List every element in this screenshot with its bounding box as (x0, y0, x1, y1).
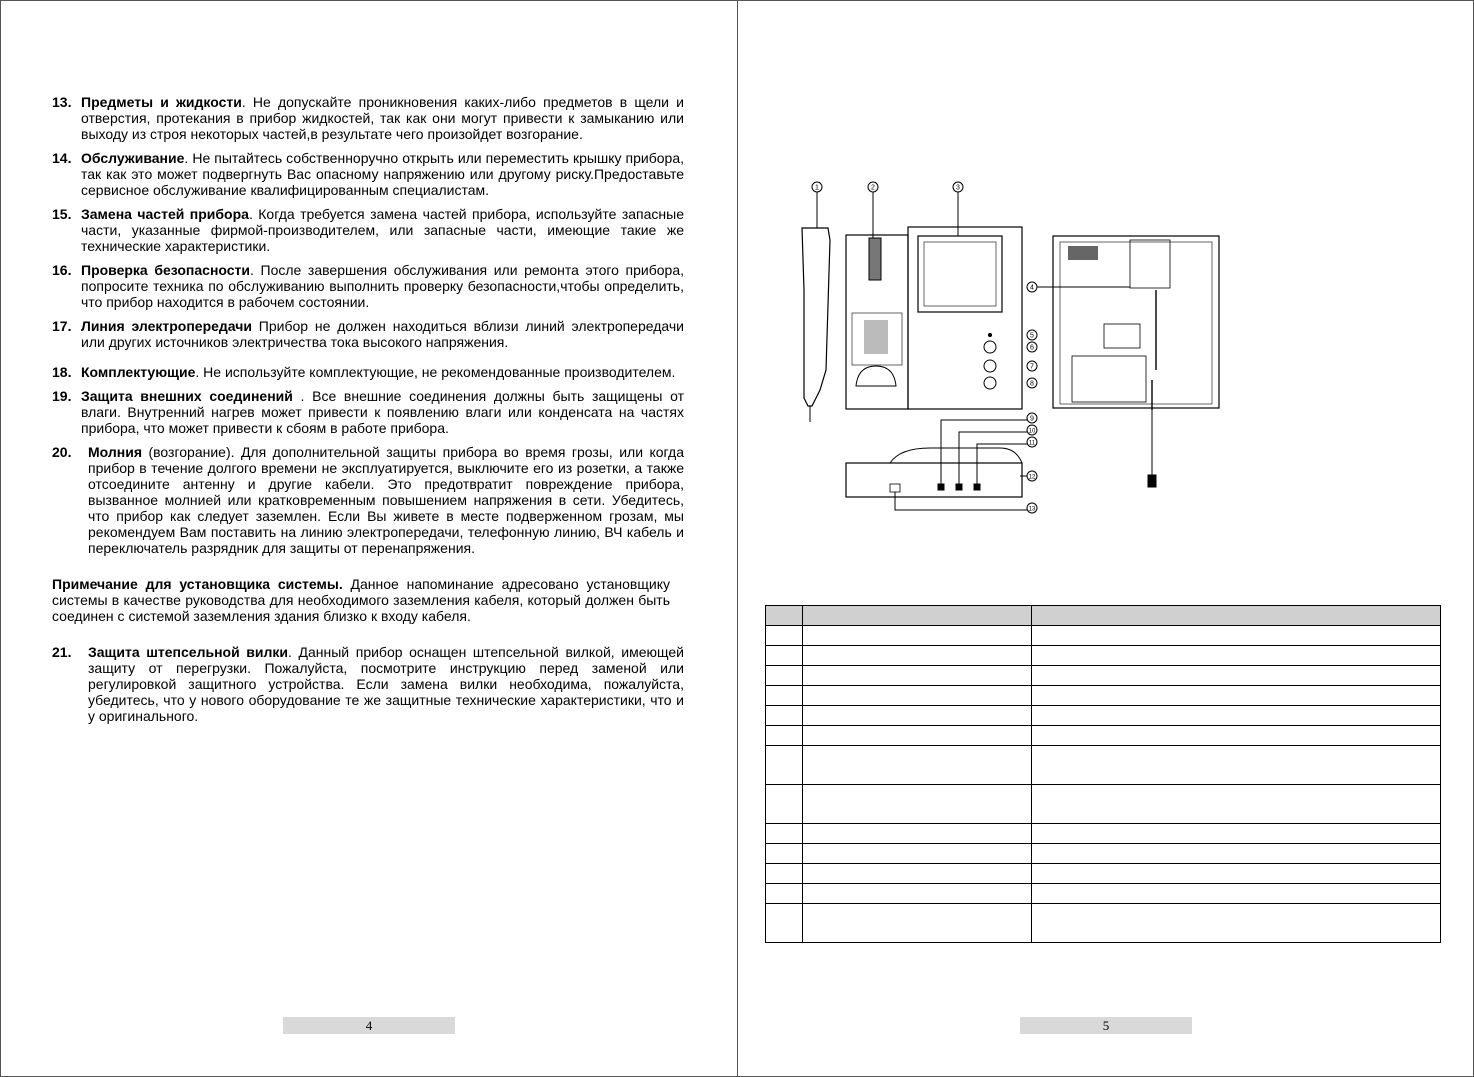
callout-11-label: 11 (1028, 440, 1036, 447)
table-row (766, 904, 1441, 943)
callout-8-label: 8 (1030, 380, 1034, 388)
callout-2-label: 2 (871, 184, 875, 192)
page-number-right: 5 (1020, 1017, 1192, 1034)
table-row (766, 666, 1441, 686)
table-row (766, 746, 1441, 785)
table-row (766, 844, 1441, 864)
callout-11 (1027, 437, 1037, 447)
callout-3-label: 3 (956, 184, 960, 192)
page-number-left: 4 (283, 1017, 455, 1034)
callout-13-label: 13 (1028, 506, 1036, 513)
callout-7 (1027, 361, 1037, 371)
callout-5-label: 5 (1030, 332, 1034, 340)
callout-4-label: 4 (1030, 284, 1034, 292)
callout-12-label: 12 (1028, 474, 1036, 481)
callout-4 (1027, 282, 1037, 292)
table-header-row (766, 606, 1441, 626)
handset-drawing (802, 190, 830, 422)
list-item: 17. Линия электропередачи Прибор не должен находиться вблизи линий электропередачи или других источников электричества тока высокого напряжения. (52, 318, 684, 350)
installer-note: Примечание для установщика системы. Данное напоминание адресовано установщику системы в качестве руководства для необходимого заземления кабеля, который должен быть соединен с системой заземления здания близко к входу кабеля. (52, 576, 670, 624)
table-row (766, 785, 1441, 824)
callout-9 (1027, 413, 1037, 423)
table-row (766, 864, 1441, 884)
callout-10-label: 10 (1028, 428, 1036, 435)
callout-2 (868, 182, 878, 192)
callout-1-label: 1 (815, 184, 819, 192)
table-row (766, 686, 1441, 706)
monitor-front-drawing (846, 190, 1022, 409)
list-item: 19. Защита внешних соединений . Все внешние соединения должны быть защищены от влаги. Внутренний нагрев может привести к появлению влаги или конденсата на частях прибора, что может привести к сбоям в работе прибора. (52, 388, 685, 436)
table-row (766, 824, 1441, 844)
list-item: 21. Защита штепсельной вилки. Данный прибор оснащен штепсельной вилкой, имеющей защиту от перегрузки. Пожалуйста, посмотрите инструкцию перед заменой или регулировкой защитного устройства. Если замена вилки необходима, пожалуйста, убедитесь, что у нового оборудование те же защитные технические характеристики, что и у оригинального. (52, 644, 684, 724)
callout-3 (953, 182, 963, 192)
monitor-bottom-drawing (846, 420, 1028, 510)
callout-13 (1027, 503, 1037, 513)
list-item: 13. Предметы и жидкости. Не допускайте проникновения каких-либо предметов в щели и отверстия, протекания в прибор жидкостей, так как они могут привести к замыканию или выходу из строя некоторых частей,в результате чего произойдет возгорание. (52, 94, 684, 142)
parts-table (765, 605, 1441, 943)
callout-12 (1027, 471, 1037, 481)
page-spine (737, 0, 738, 1077)
table-row (766, 646, 1441, 666)
table-row (766, 726, 1441, 746)
callout-6-label: 6 (1030, 344, 1034, 352)
callout-6 (1027, 342, 1037, 352)
list-item: 16. Проверка безопасности. После завершения обслуживания или ремонта этого прибора, попросите техника по обслуживанию выполнить проверку безопасности,чтобы определить, что прибор находится в рабочем состоянии. (52, 262, 685, 310)
list-item: 18. Комплектующие. Не используйте комплектующие, не рекомендованные производителем. (52, 364, 676, 380)
callout-8 (1027, 378, 1037, 388)
callout-7-label: 7 (1030, 363, 1034, 371)
callout-1 (812, 182, 822, 192)
list-item: 20. Молния (возгорание). Для дополнительной защиты прибора во время грозы, или когда прибор в течение долгого времени не эксплуатируется, выключите его из розетки, а также отсоедините антенну и другие кабели. Это предотвратит повреждение прибора, вызванное молнией или кратковременным повышением напряжения в сети. Убедитесь, что прибор как следует заземлен. Если Вы живете в месте подверженном грозам, мы рекомендуем Вам поставить на линию электропередачи, телефонную линию, ВЧ кабель и переключатель разрядник для защиты от перенапряжения. (52, 444, 684, 556)
list-item: 15. Замена частей прибора. Когда требуется замена частей прибора, используйте запасные части, указанные фирмой-производителем, или запасные части, имеющие такие же технические характеристики. (52, 206, 684, 254)
table-row (766, 884, 1441, 904)
callout-5 (1027, 330, 1037, 340)
callout-9-label: 9 (1030, 415, 1034, 423)
list-item: 14. Обслуживание. Не пытайтесь собственноручно открыть или переместить крышку прибора, так как это может подвергнуть Вас опасному напряжению или другому риску.Предоставьте сервисное обслуживание квалифицированным специалистам. (52, 150, 684, 198)
left-page-text (52, 94, 684, 732)
callout-10 (1027, 425, 1037, 435)
device-diagram (760, 170, 1280, 530)
table-row (766, 706, 1441, 726)
table-row (766, 626, 1441, 646)
monitor-back-drawing (1028, 236, 1219, 487)
